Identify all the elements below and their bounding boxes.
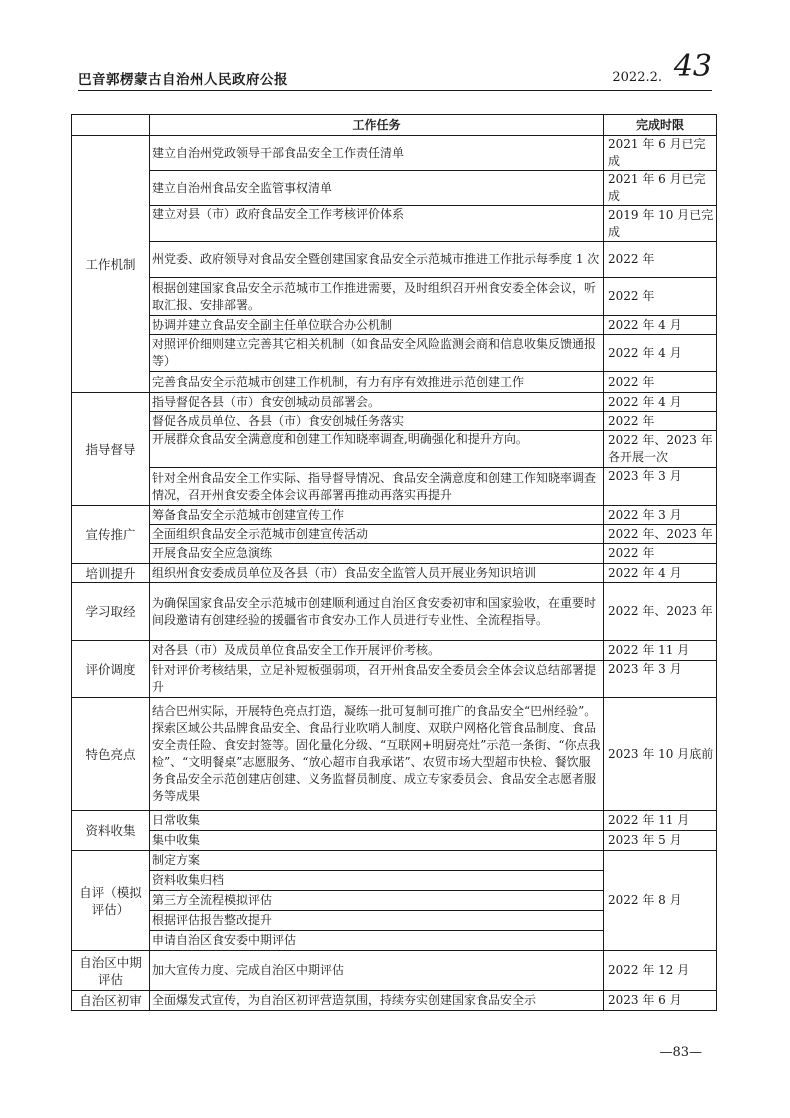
time-cell: 2023 年 10 月底前 xyxy=(604,698,717,811)
table-row xyxy=(72,525,717,544)
time-cell: 2022 年 xyxy=(604,372,717,393)
category-cell: 自治区中期评估 xyxy=(72,951,150,991)
journal-title: 巴音郭楞蒙古自治州人民政府公报 xyxy=(78,72,288,88)
task-cell: 完善食品安全示范城市创建工作机制，有力有序有效推进示范创建工作 xyxy=(150,372,604,393)
task-cell: 根据创建国家食品安全示范城市工作推进需要，及时组织召开州食安委全体会议，听取汇报、安排部署。 xyxy=(150,278,604,316)
task-cell: 建立对县（市）政府食品安全工作考核评价体系 xyxy=(150,206,604,242)
time-cell: 2022 年、2023 年 xyxy=(604,525,717,544)
task-cell: 申请自治区食安委中期评估 xyxy=(150,931,604,951)
time-cell: 2023 年 6 月 xyxy=(604,991,717,1011)
time-cell: 2022 年 4 月 xyxy=(604,393,717,412)
time-cell: 2022 年 11 月 xyxy=(604,811,717,831)
task-cell: 针对评价考核结果，立足补短板强弱项，召开州食品安全委员会全体会议总结部署提升 xyxy=(150,661,604,698)
time-cell: 2022 年、2023 年 xyxy=(604,583,717,641)
category-cell: 指导督导 xyxy=(72,393,150,506)
category-cell: 学习取经 xyxy=(72,583,150,641)
header-divider xyxy=(78,90,712,91)
table-row xyxy=(72,468,717,506)
time-cell: 2021 年 6 月已完成 xyxy=(604,171,717,206)
table-row xyxy=(72,506,717,525)
table-row xyxy=(72,372,717,393)
time-cell: 2023 年 3 月 xyxy=(604,661,717,698)
time-cell: 2022 年 4 月 xyxy=(604,316,717,335)
task-cell: 筹备食品安全示范城市创建宣传工作 xyxy=(150,506,604,525)
task-cell: 督促各成员单位、各县（市）食安创城任务落实 xyxy=(150,412,604,431)
table-row xyxy=(72,393,717,412)
table-row xyxy=(72,831,717,851)
header-page-number: 43 xyxy=(673,49,712,84)
task-cell: 全面爆发式宣传，为自治区初评营造氛围，持续夯实创建国家食品安全示 xyxy=(150,991,604,1011)
time-cell: 2022 年 xyxy=(604,412,717,431)
time-cell: 2022 年 xyxy=(604,242,717,278)
time-cell: 2022 年 8 月 xyxy=(604,851,717,951)
category-cell: 培训提升 xyxy=(72,564,150,583)
time-cell: 2023 年 3 月 xyxy=(604,468,717,506)
table-row xyxy=(72,951,717,991)
task-cell: 资料收集归档 xyxy=(150,871,604,891)
task-cell: 第三方全流程模拟评估 xyxy=(150,891,604,911)
time-cell: 2022 年 4 月 xyxy=(604,564,717,583)
time-cell: 2022 年 11 月 xyxy=(604,641,717,661)
category-cell: 自治区初审 xyxy=(72,991,150,1011)
table-row xyxy=(72,811,717,831)
header-category xyxy=(72,115,150,136)
category-cell: 特色亮点 xyxy=(72,698,150,811)
task-cell: 制定方案 xyxy=(150,851,604,871)
table-row xyxy=(72,661,717,698)
table-row xyxy=(72,278,717,316)
table-row xyxy=(72,564,717,583)
task-cell: 协调并建立食品安全副主任单位联合办公机制 xyxy=(150,316,604,335)
time-cell: 2022 年 xyxy=(604,544,717,564)
time-cell: 2019 年 10 月已完成 xyxy=(604,206,717,242)
time-cell: 2022 年 xyxy=(604,278,717,316)
task-table xyxy=(71,114,717,1011)
table-row xyxy=(72,136,717,171)
table-row xyxy=(72,431,717,468)
task-cell: 对照评价细则建立完善其它相关机制（如食品安全风险监测会商和信息收集反馈通报等） xyxy=(150,335,604,372)
task-cell: 组织州食安委成员单位及各县（市）食品安全监管人员开展业务知识培训 xyxy=(150,564,604,583)
table-header-row xyxy=(72,115,717,136)
table-row xyxy=(72,412,717,431)
task-cell: 针对全州食品安全工作实际、指导督导情况、食品安全满意度和创建工作知晓率调查情况，召开州食安委全体会议再部署再推动再落实再提升 xyxy=(150,468,604,506)
time-cell: 2023 年 5 月 xyxy=(604,831,717,851)
table-row xyxy=(72,991,717,1011)
task-cell: 建立自治州党政领导干部食品安全工作责任清单 xyxy=(150,136,604,171)
task-cell: 加大宣传力度、完成自治区中期评估 xyxy=(150,951,604,991)
page-header xyxy=(78,49,712,88)
table-row xyxy=(72,206,717,242)
category-cell: 评价调度 xyxy=(72,641,150,698)
task-cell: 日常收集 xyxy=(150,811,604,831)
task-cell: 结合巴州实际，开展特色亮点打造，凝练一批可复制可推广的食品安全“巴州经验”。探索区域公共品牌食品安全、食品行业吹哨人制度、双联户网格化管食品制度、食品安全责任险、食安封签等。固化量化分级、“互联网+明厨亮灶”示范一条街、“你点我检”、“文明餐桌”志愿服务、“放心超市自我承诺”、农贸市场大型超市快检、餐饮服务食品安全示范创建店创建、义务监督员制度、成立专家委员会、食品安全志愿者服务等成果 xyxy=(150,698,604,811)
task-cell: 根据评估报告整改提升 xyxy=(150,911,604,931)
time-cell: 2022 年 3 月 xyxy=(604,506,717,525)
task-cell: 建立自治州食品安全监管事权清单 xyxy=(150,171,604,206)
task-cell: 全面组织食品安全示范城市创建宣传活动 xyxy=(150,525,604,544)
table-row xyxy=(72,242,717,278)
table-row xyxy=(72,171,717,206)
table-row xyxy=(72,335,717,372)
task-cell: 为确保国家食品安全示范城市创建顺利通过自治区食安委初审和国家验收，在重要时间段邀请有创建经验的援疆省市食安办工作人员进行专业性、全流程指导。 xyxy=(150,583,604,641)
table-row xyxy=(72,698,717,811)
task-cell: 集中收集 xyxy=(150,831,604,851)
table-row xyxy=(72,316,717,335)
task-cell: 指导督促各县（市）食安创城动员部署会。 xyxy=(150,393,604,412)
time-cell: 2022 年、2023 年各开展一次 xyxy=(604,431,717,468)
header-time: 完成时限 xyxy=(604,115,717,136)
task-cell: 开展群众食品安全满意度和创建工作知晓率调查,明确强化和提升方向。 xyxy=(150,431,604,468)
issue-label: 2022.2. xyxy=(612,70,662,85)
category-cell: 自评（模拟评估） xyxy=(72,851,150,951)
time-cell: 2022 年 4 月 xyxy=(604,335,717,372)
task-cell: 开展食品安全应急演练 xyxy=(150,544,604,564)
header-task: 工作任务 xyxy=(150,115,604,136)
task-cell: 州党委、政府领导对食品安全暨创建国家食品安全示范城市推进工作批示每季度 1 次 xyxy=(150,242,604,278)
table-row xyxy=(72,544,717,564)
table-row xyxy=(72,851,717,871)
time-cell: 2021 年 6 月已完成 xyxy=(604,136,717,171)
category-cell: 宣传推广 xyxy=(72,506,150,564)
page-footer-number: —83— xyxy=(659,1045,702,1060)
table-row xyxy=(72,583,717,641)
category-cell: 资料收集 xyxy=(72,811,150,851)
table-row xyxy=(72,641,717,661)
category-cell: 工作机制 xyxy=(72,136,150,393)
time-cell: 2022 年 12 月 xyxy=(604,951,717,991)
task-cell: 对各县（市）及成员单位食品安全工作开展评价考核。 xyxy=(150,641,604,661)
